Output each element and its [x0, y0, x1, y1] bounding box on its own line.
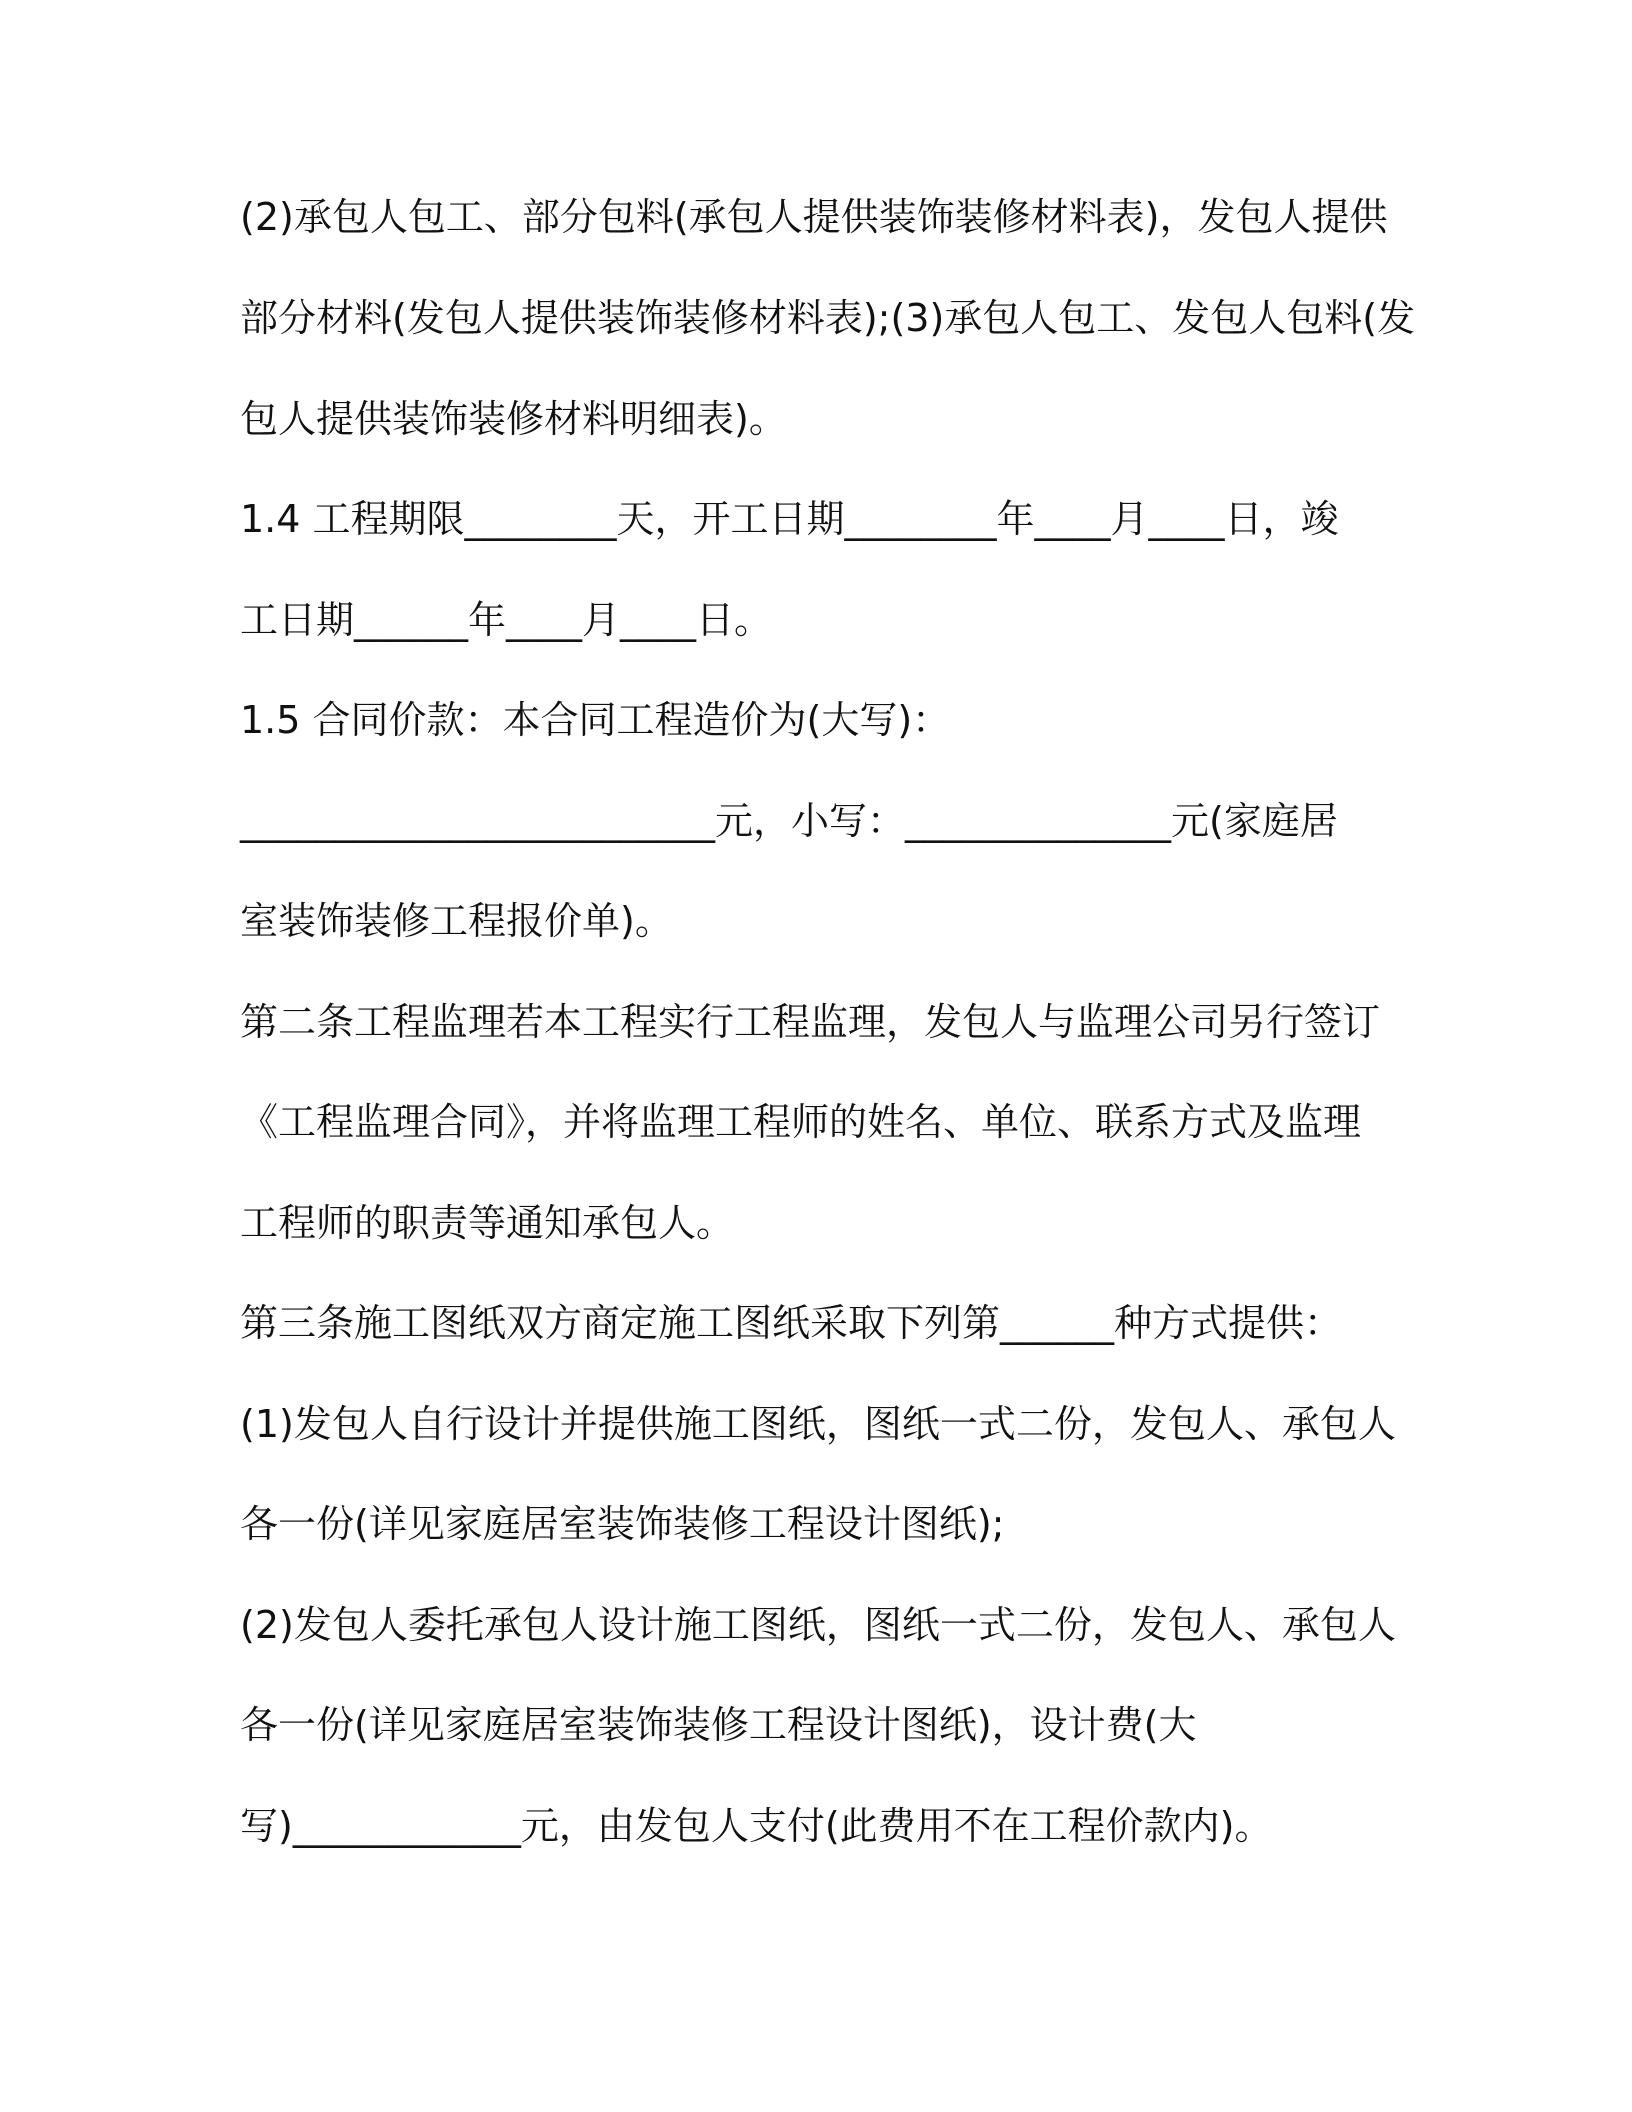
text-line: 各一份(详见家庭居室装饰装修工程设计图纸)，设计费(大	[240, 1703, 1197, 1747]
text-line: 各一份(详见家庭居室装饰装修工程设计图纸);	[240, 1502, 1005, 1546]
text-line: (2)承包人包工、部分包料(承包人提供装饰装修材料表)，发包人提供	[240, 195, 1388, 239]
text-line: 1.4 工程期限________天，开工日期________年____月____日，竣	[240, 497, 1339, 541]
text-line: 写)____________元，由发包人支付(此费用不在工程价款内)。	[240, 1804, 1273, 1848]
text-line: 《工程监理合同》，并将监理工程师的姓名、单位、联系方式及监理	[240, 1100, 1362, 1144]
text-line: (1)发包人自行设计并提供施工图纸，图纸一式二份，发包人、承包人	[240, 1402, 1396, 1446]
text-line: 第二条工程监理若本工程实行工程监理，发包人与监理公司另行签订	[240, 1000, 1381, 1044]
text-line: 包人提供装饰装修材料明细表)。	[240, 397, 787, 441]
text-line: 工日期______年____月____日。	[240, 598, 773, 642]
text-line: (2)发包人委托承包人设计施工图纸，图纸一式二份，发包人、承包人	[240, 1603, 1396, 1647]
text-line: 部分材料(发包人提供装饰装修材料表);(3)承包人包工、发包人包料(发	[240, 296, 1416, 340]
text-line: 工程师的职责等通知承包人。	[240, 1201, 735, 1245]
text-line: 第三条施工图纸双方商定施工图纸采取下列第______种方式提供：	[240, 1301, 1343, 1345]
text-line: _________________________元，小写：______________元(家庭居	[240, 799, 1338, 843]
text-line: 室装饰装修工程报价单)。	[240, 899, 673, 943]
text-line: 1.5 合同价款：本合同工程造价为(大写)：	[240, 698, 951, 742]
